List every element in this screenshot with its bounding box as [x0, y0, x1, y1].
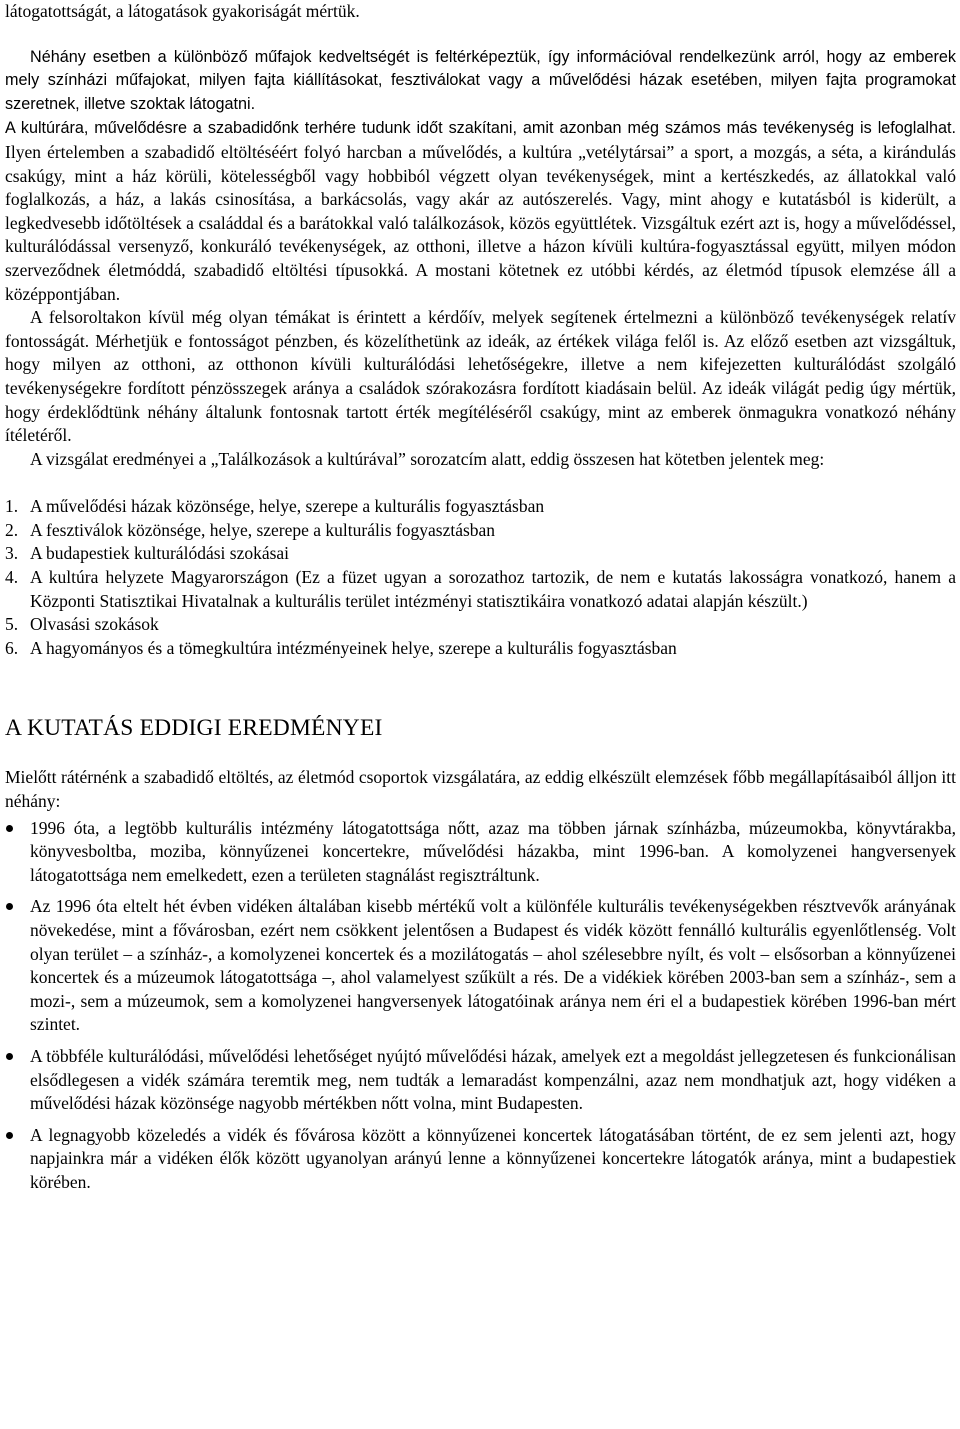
volume-number: 6. [5, 637, 19, 658]
continuation-line: látogatottságát, a látogatások gyakoriságát mértük. [5, 1, 360, 21]
finding-text: 1996 óta, a legtöbb kulturális intézmény látogatottsága nőtt, azaz ma többen járnak színházba, múzeumokba, könyvtárakba, könyvesboltba, moziba, könnyűzenei koncertekre, művelődési házakba, mint 1996-ban. A komolyzenei hangversenyek látogatottsága nem emelkedett, ezen a területen stagnálást regisztráltunk. [30, 817, 956, 885]
findings-list-item [5, 1124, 956, 1195]
findings-list-item [5, 895, 956, 1037]
volume-list-item [5, 637, 956, 661]
finding-text: Az 1996 óta eltelt hét évben vidéken általában kisebb mértékű volt a különféle kulturális tevékenységekben résztvevők arányának növekedése, mint a fővárosban, ezért nem csökkent jelentősen a Budapest és vidék között fennálló kulturális egyenlőtlenség. Volt olyan terület – a színház-, a komolyzenei koncertek és a mozilátogatás – ahol szélesebbre nyílt, és volt – elsősorban a könnyűzenei koncertek és a múzeumok látogatottsága –, ahol valamelyest szűkült a rés. De a vidékiek körében 2003-ban sem a színház-, sem a mozi-, sem a múzeumok, sem a komolyzenei hangversenyek látogatóinak aránya nem éri el a budapestiek körében 1996-ban mért szintet. [30, 896, 956, 1035]
section-heading: A KUTATÁS EDDIGI EREDMÉNYEI [5, 715, 383, 742]
volume-list-item [5, 566, 956, 613]
volume-title: A fesztiválok közönsége, helye, szerepe a kulturális fogyasztásban [30, 519, 496, 540]
volume-list-item [5, 613, 956, 637]
paragraph-genres: Néhány esetben a különböző műfajok kedveltségét is feltérképeztük, így információval rendelkezünk arról, hogy az emberek mely színházi műfajokat, milyen fajta kiállításokat, fesztiválokat vagy a művelődési házak esetében, milyen fajta programokat szeretnek, illetve szoktak látogatni. [5, 47, 956, 113]
volume-list-item [5, 495, 956, 519]
volume-list-item [5, 519, 956, 543]
volume-number: 4. [5, 567, 19, 588]
paragraph-topics: A felsoroltakon kívül még olyan témákat is érintett a kérdőív, melyek segítenek értelmezni a különböző tevékenységek relatív fontosságát. Mérhetjük e fontosságot pénzben, és közelíthetünk az ideák, az értékek világa felől is. Az előző esetben azt vizsgáltuk, hogy milyen az otthoni, az otthonon kívüli kulturálódási lehetőségekre, illetve a nem kifejezetten kulturálódást szolgáló tevékenységekre fordított pénzösszegek aránya a családok szórakozásra fordított kiadásain belül. Az ideák világát pedig úgy mértük, hogy érdeklődtünk néhány általunk fontosnak tartott érték megítéléséről csakúgy, mint az emberek önmagukra vonatkozó néhány ítéletéről. [5, 307, 956, 446]
paragraph-leisure-sans-part: A kultúrára, művelődésre a szabadidőnk terhére tudunk időt szakítani, amit azonban még számos más tevékenység is lefoglalhat. [5, 119, 956, 138]
paragraph-leisure [5, 116, 956, 306]
volume-number: 1. [5, 496, 19, 517]
paragraph-results: A vizsgálat eredményei a „Találkozások a kultúrával” sorozatcím alatt, eddig összesen hat kötetben jelentek meg: [30, 448, 825, 469]
paragraph-leisure-serif-part: Ilyen értelemben a szabadidő eltöltéséért folyó harcban a művelődés, a kultúra „vetélytársai” a sport, a mozgás, a séta, a kirándulás csakúgy, mint a ház körüli, kötelességből vagy hobbiból végzett olyan tevékenységek, mint a kertészkedés, az állatokkal való foglalkozás, a ház, a lakás csinosítása, a barkácsolás, vagy akár az autószerelés. Vagy, mint ahogy e kutatásból is kiderült, a legkedvesebb időtöltések a családdal és a barátokkal való találkozások, közös együttlétek. Vizsgáltuk ezért azt is, hogy a művelődéssel, kulturálódással versenyző, konkuráló tevékenységek, az otthoni, illetve a házon kívüli kultúra-fogyasztással együtt, milyen módon szerveződnek életmóddá, szabadidő eltöltési típusokká. A mostani kötetnek ez utóbbi kérdés, az életmód típusok elemzése áll a középpontjában. [5, 141, 956, 304]
volume-list-item [5, 542, 956, 566]
volume-number: 2. [5, 519, 19, 540]
volume-number: 3. [5, 543, 19, 564]
volume-list [5, 495, 956, 660]
finding-text: A többféle kulturálódási, művelődési lehetőséget nyújtó művelődési házak, amelyek ezt a megoldást jellegzetesen és funkcionálisan elsődlegesen a vidék számára teremtik meg, nem tudták a lemaradást kompenzálni, azaz nem mondhatjuk azt, hogy vidéken a művelődési házak közönsége nagyobb mértékben nőtt volna, mint Budapesten. [30, 1045, 956, 1114]
findings-list [5, 817, 956, 1195]
volume-title: A budapestiek kulturálódási szokásai [30, 543, 290, 564]
volume-title: Olvasási szokások [30, 614, 159, 635]
document-page [5, 0, 956, 1203]
finding-text: A legnagyobb közeledés a vidék és fővárosa között a könnyűzenei koncertek látogatásában történt, de ez sem jelenti azt, hogy napjainkra már a vidéken élők között ugyanolyan arányú lenne a könnyűzenei koncertekre látogatók aránya, mint a budapestiek körében. [30, 1124, 956, 1192]
volume-title: A hagyományos és a tömegkultúra intézményeinek helye, szerepe a kulturális fogyasztásban [30, 637, 677, 658]
findings-list-item [5, 817, 956, 888]
volume-title: A művelődési házak közönsége, helye, szerepe a kulturális fogyasztásban [30, 496, 545, 517]
volume-number: 5. [5, 614, 19, 635]
volume-title: A kultúra helyzete Magyarországon (Ez a füzet ugyan a sorozathoz tartozik, de nem e kutatás lakosságra vonatkozó, hanem a Központi Statisztikai Hivatalnak a kulturális terület intézményi statisztikáira vonatkozó adatai alapján készült.) [30, 567, 956, 611]
section-intro: Mielőtt rátérnénk a szabadidő eltöltés, az életmód csoportok vizsgálatára, az eddig elkészült elemzések főbb megállapításaiból álljon itt néhány: [5, 767, 956, 812]
findings-list-item [5, 1045, 956, 1116]
